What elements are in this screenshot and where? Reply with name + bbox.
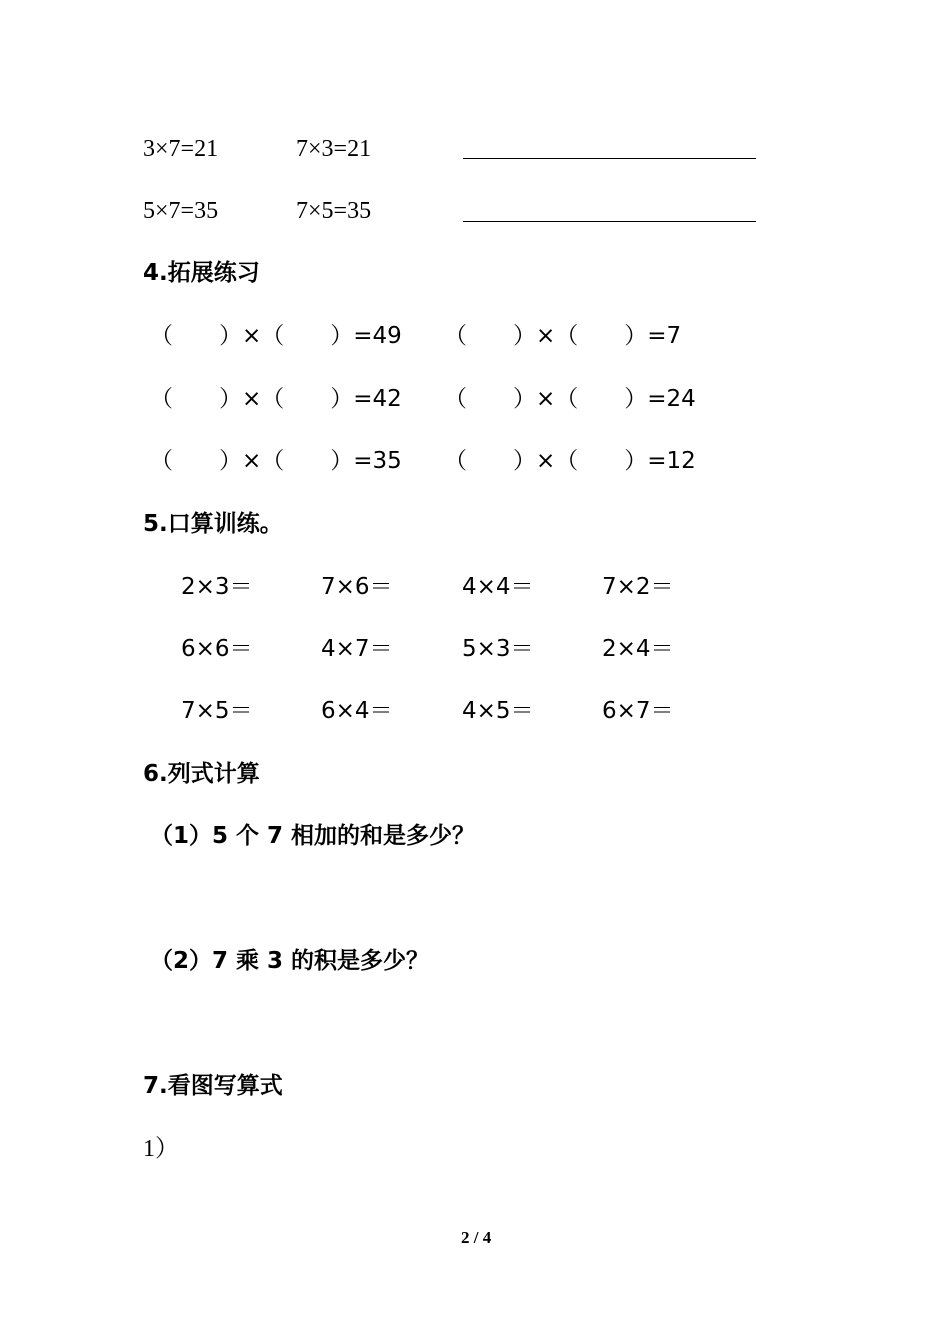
oral-calc-item: 4×5＝ (462, 698, 534, 724)
oral-calc-item: 6×6＝ (181, 636, 253, 662)
extension-row-1-right: （ ）×（ ）=7 (444, 323, 682, 349)
extension-row-2-right: （ ）×（ ）=24 (444, 386, 696, 412)
answer-line-1 (463, 158, 756, 159)
oral-calc-item: 4×4＝ (462, 574, 534, 600)
section-5-title: 5.口算训练。 (143, 511, 283, 537)
oral-calc-item: 4×7＝ (321, 636, 393, 662)
comparison-row-2-b: 7×5=35 (296, 198, 372, 224)
comparison-row-2-a: 5×7=35 (143, 198, 219, 224)
oral-calc-item: 7×6＝ (321, 574, 393, 600)
oral-calc-item: 6×7＝ (602, 698, 674, 724)
oral-calc-item: 2×4＝ (602, 636, 674, 662)
question-1: （1）5 个 7 相加的和是多少？ (150, 823, 476, 849)
oral-calc-item: 2×3＝ (181, 574, 253, 600)
extension-row-1-left: （ ）×（ ）=49 (150, 323, 402, 349)
question-2: （2）7 乘 3 的积是多少？ (150, 948, 430, 974)
page-number: 2 / 4 (461, 1228, 492, 1247)
oral-calc-item: 7×2＝ (602, 574, 674, 600)
extension-row-3-left: （ ）×（ ）=35 (150, 448, 402, 474)
oral-calc-item: 7×5＝ (181, 698, 253, 724)
section-4-title: 4.拓展练习 (143, 260, 260, 286)
oral-calc-item: 6×4＝ (321, 698, 393, 724)
picture-item-1-label: 1） (143, 1136, 179, 1162)
section-7-title: 7.看图写算式 (143, 1073, 283, 1099)
section-6-title: 6.列式计算 (143, 761, 260, 787)
answer-line-2 (463, 221, 756, 222)
extension-row-3-right: （ ）×（ ）=12 (444, 448, 696, 474)
extension-row-2-left: （ ）×（ ）=42 (150, 386, 402, 412)
comparison-row-1-b: 7×3=21 (296, 136, 372, 162)
oral-calc-item: 5×3＝ (462, 636, 534, 662)
comparison-row-1-a: 3×7=21 (143, 136, 219, 162)
